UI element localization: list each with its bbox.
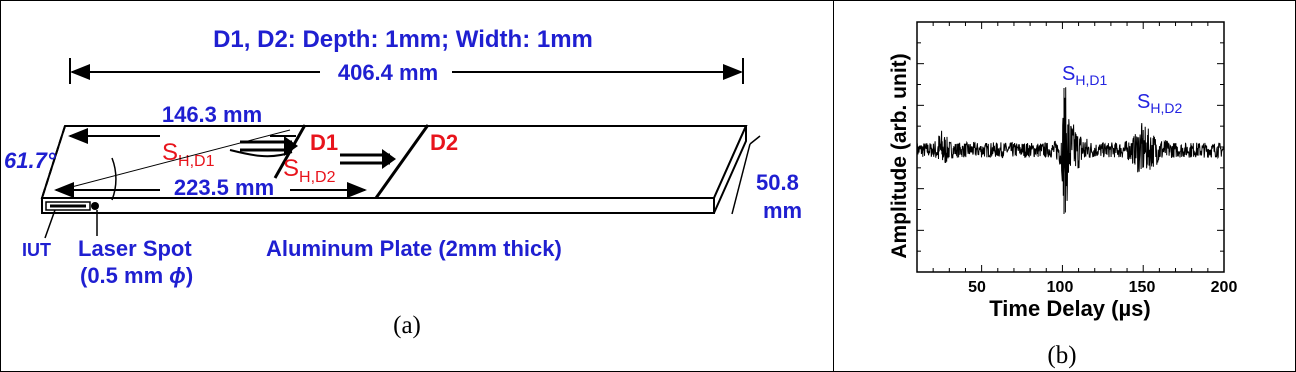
defect-d2-label: D2 xyxy=(430,130,459,155)
panel-b-caption: (b) xyxy=(1047,342,1077,369)
dist2-label: 223.5 mm xyxy=(173,175,275,200)
width-label-2: mm xyxy=(763,198,803,223)
angle-label: 61.7° xyxy=(4,148,56,173)
dist1-label: 146.3 mm xyxy=(161,102,263,127)
y-axis-label: Amplitude (arb. unit) xyxy=(888,53,911,259)
panel-a-title: D1, D2: Depth: 1mm; Width: 1mm xyxy=(213,26,593,53)
width-label-1: 50.8 xyxy=(756,170,799,195)
panel-a-diagram xyxy=(4,26,802,339)
x-axis-label: Time Delay (µs) xyxy=(989,296,1151,321)
s-hd2-label: $S_{H,D2}$ xyxy=(283,155,336,186)
length-label: 406.4 mm xyxy=(337,60,439,85)
s-hd1-label: $S_{H,D1}$ xyxy=(162,139,215,170)
laser-label-2: (0.5 mm ϕ) xyxy=(80,263,194,288)
plate-front-face xyxy=(42,198,714,213)
laser-spot-marker xyxy=(91,202,99,210)
peak-label-d2: $S_{H,D2}$ xyxy=(1137,91,1183,116)
defect-d1-label: D1 xyxy=(310,130,339,155)
x-tick-label-50: 50 xyxy=(968,279,986,296)
width-dim-tick xyxy=(750,136,760,144)
panel-a-caption: (a) xyxy=(393,312,421,339)
peak-label-d1: $S_{H,D1}$ xyxy=(1062,63,1108,88)
iut-label: IUT xyxy=(22,240,51,260)
x-tick-label-200: 200 xyxy=(1210,279,1238,296)
plate-label: Aluminum Plate (2mm thick) xyxy=(266,236,562,261)
laser-label-1: Laser Spot xyxy=(78,236,192,261)
panel-b-chart xyxy=(888,22,1237,369)
x-tick-label-100: 100 xyxy=(1046,279,1074,296)
x-tick-label-150: 150 xyxy=(1128,279,1156,296)
iut-leader xyxy=(45,210,55,238)
